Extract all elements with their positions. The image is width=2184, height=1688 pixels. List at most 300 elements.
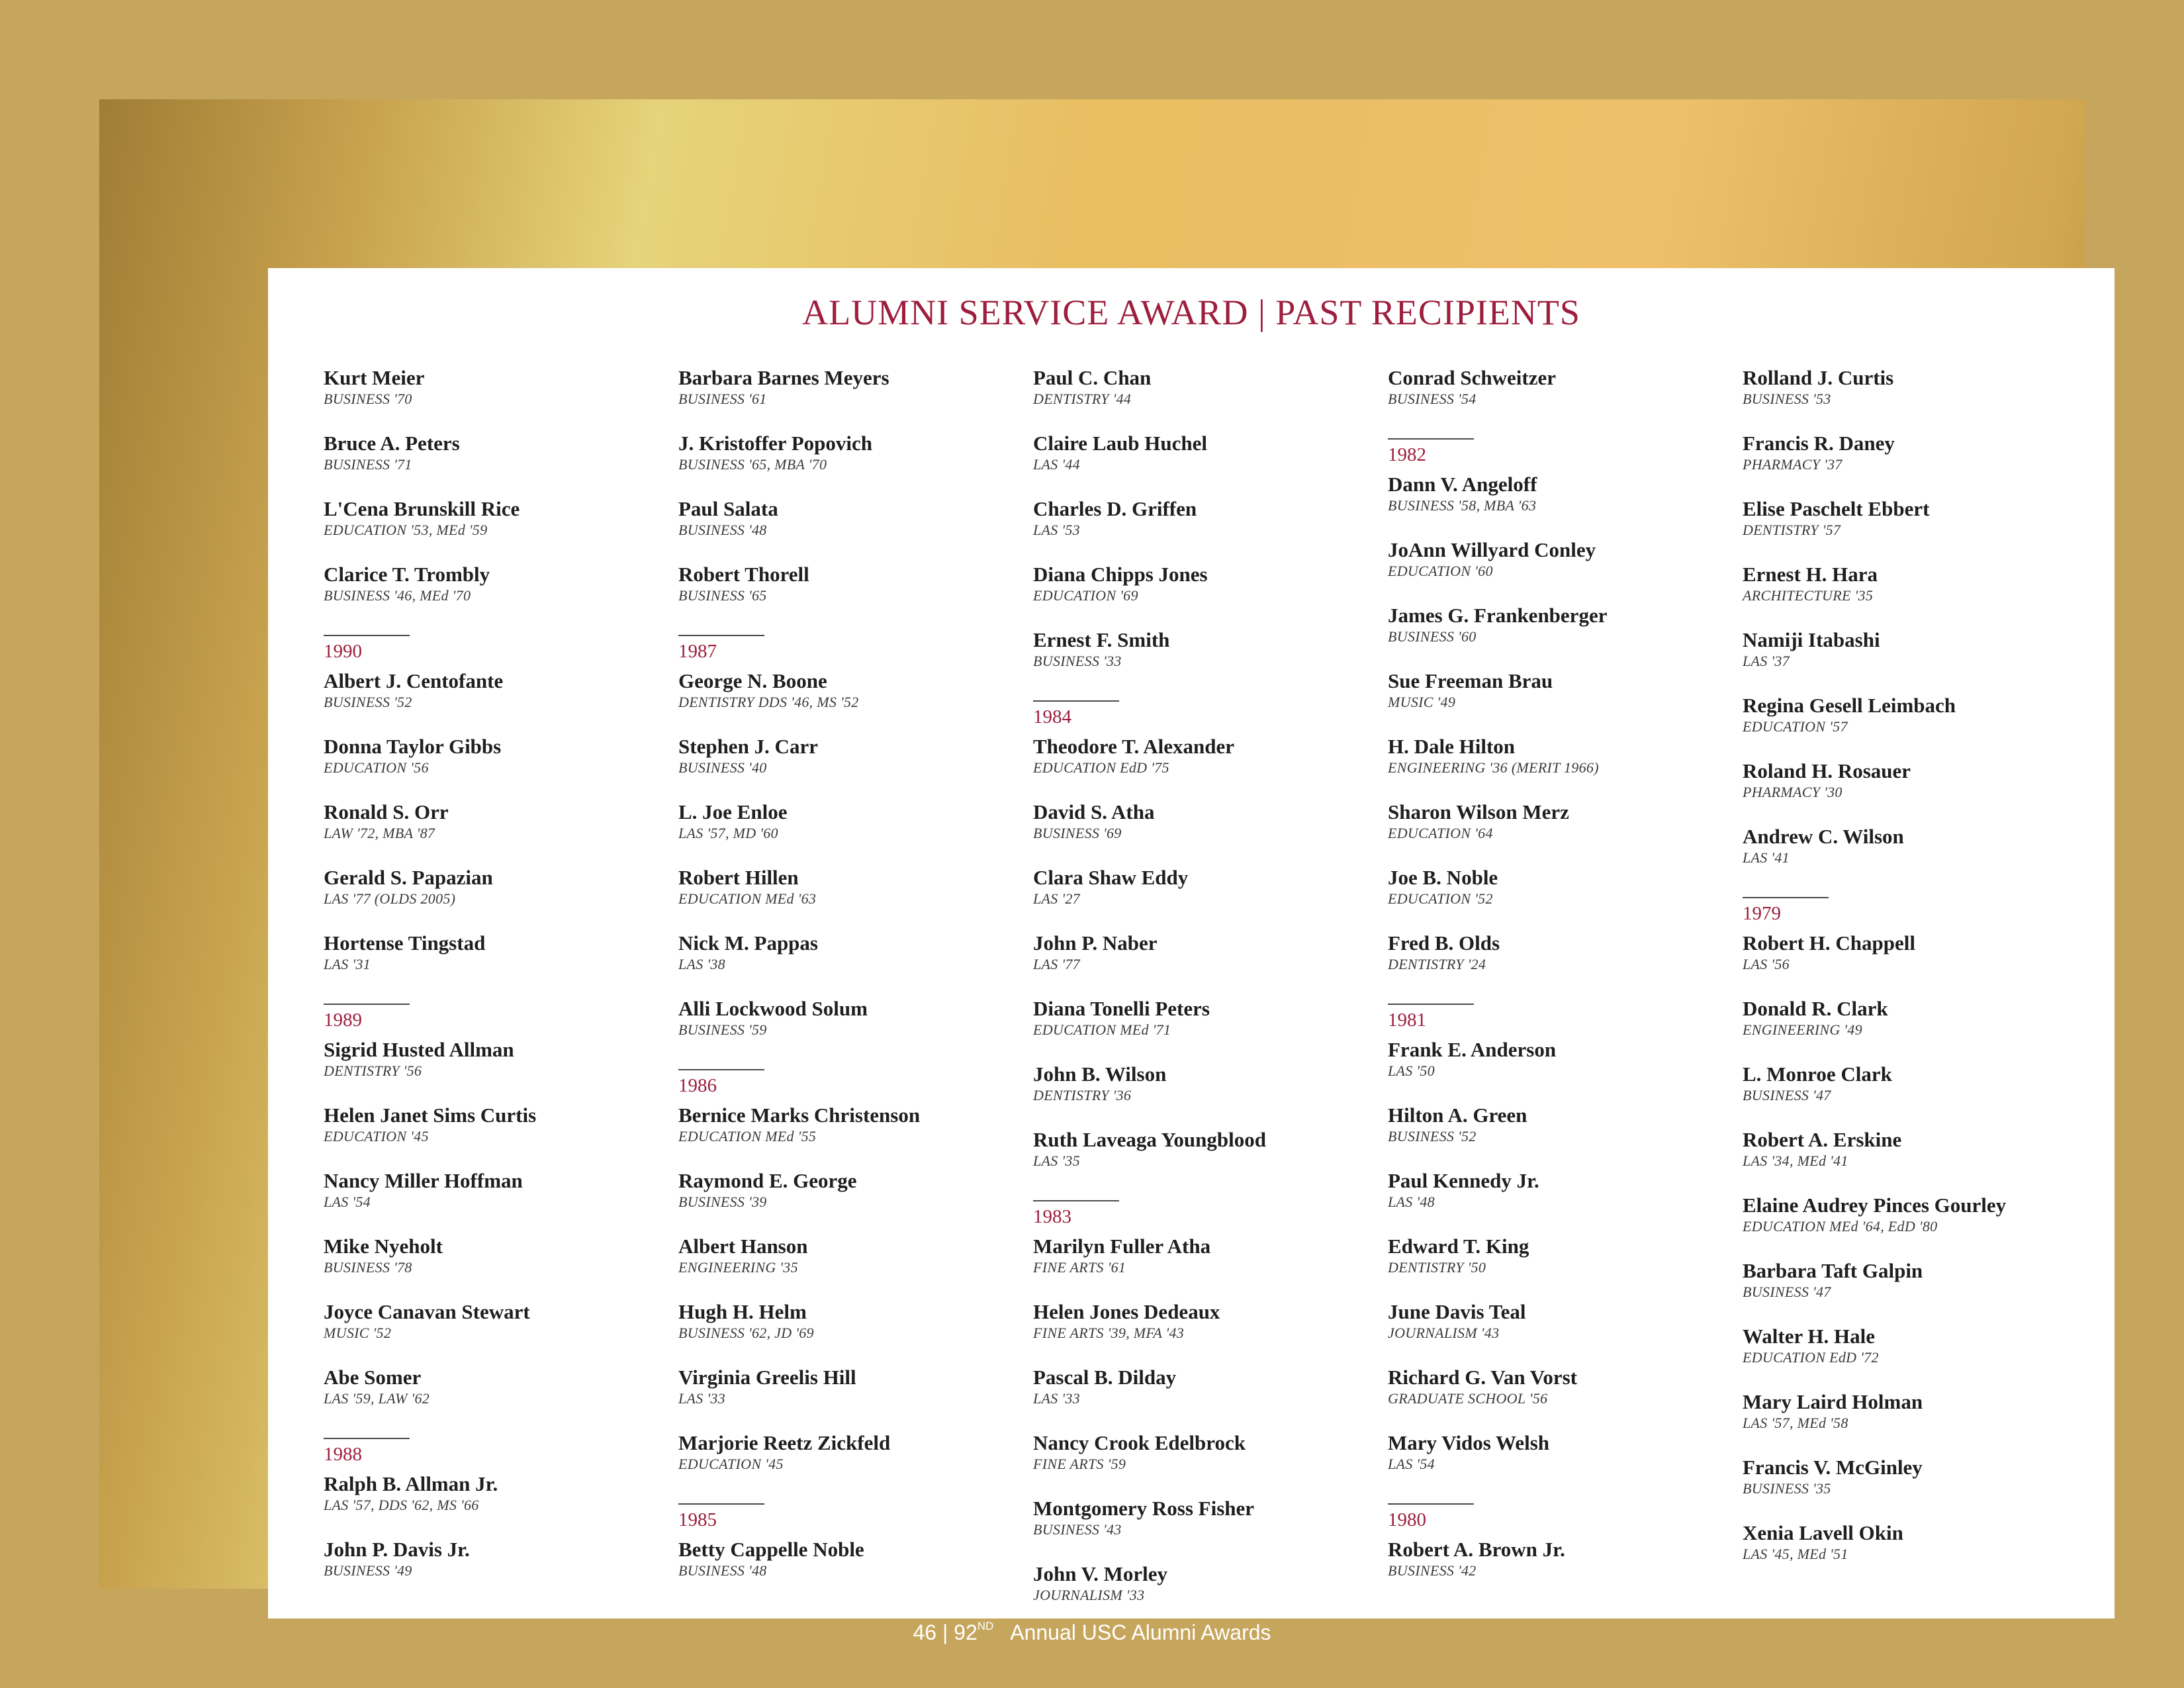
recipient-degree: EDUCATION '45	[324, 1128, 429, 1145]
recipient-name: Claire Laub Huchel	[1033, 432, 1207, 455]
recipient-name: Helen Janet Sims Curtis	[324, 1103, 537, 1127]
recipient-degree: EDUCATION MEd '64, EdD '80	[1743, 1218, 1938, 1235]
recipient-name: Walter H. Hale	[1743, 1325, 1876, 1348]
year-divider	[1033, 700, 1119, 702]
year-heading	[678, 628, 1023, 663]
recipient-name: Robert H. Chappell	[1743, 931, 1915, 955]
recipient-degree: LAS '59, LAW '62	[324, 1390, 430, 1407]
recipient-entry	[324, 1103, 668, 1169]
recipient-entry	[678, 366, 1023, 432]
recipient-degree: EDUCATION '60	[1388, 563, 1493, 579]
year-divider	[324, 1438, 410, 1439]
recipient-name: John P. Naber	[1033, 931, 1158, 955]
recipient-entry	[324, 800, 668, 866]
year-label: 1980	[1388, 1509, 1426, 1530]
recipient-entry	[678, 497, 1023, 563]
recipient-degree: LAS '33	[678, 1390, 725, 1407]
year-label: 1989	[324, 1009, 362, 1031]
recipient-entry	[1033, 1062, 1377, 1128]
recipient-name: George N. Boone	[678, 669, 827, 692]
recipient-name: Elaine Audrey Pinces Gourley	[1743, 1194, 2007, 1217]
recipient-degree: BUSINESS '35	[1743, 1480, 1831, 1497]
recipient-name: Donna Taylor Gibbs	[324, 735, 502, 758]
recipient-entry	[678, 432, 1023, 497]
recipient-degree: EDUCATION EdD '72	[1743, 1349, 1879, 1366]
recipient-entry	[324, 931, 668, 997]
recipient-degree: FINE ARTS '39, MFA '43	[1033, 1325, 1185, 1341]
recipient-entry	[1388, 1431, 1732, 1497]
recipient-degree: LAS '77 (OLDS 2005)	[324, 890, 456, 907]
recipient-degree: BUSINESS '54	[1388, 391, 1477, 407]
recipient-name: Virginia Greelis Hill	[678, 1366, 856, 1389]
recipient-entry	[1388, 604, 1732, 669]
recipient-degree: ENGINEERING '36 (MERIT 1966)	[1388, 759, 1599, 776]
recipient-entry	[1033, 866, 1377, 931]
year-heading	[1743, 890, 2087, 925]
year-divider	[1388, 438, 1474, 440]
recipient-name: Bernice Marks Christenson	[678, 1103, 921, 1127]
recipient-name: Richard G. Van Vorst	[1388, 1366, 1577, 1389]
recipient-entry	[678, 735, 1023, 800]
recipient-degree: LAS '57, MEd '58	[1743, 1415, 1848, 1431]
year-label: 1981	[1388, 1009, 1426, 1031]
recipient-name: Hugh H. Helm	[678, 1300, 807, 1323]
recipient-degree: PHARMACY '37	[1743, 456, 1843, 473]
recipient-entry	[1388, 669, 1732, 735]
recipient-entry	[1033, 563, 1377, 628]
recipient-degree: EDUCATION '69	[1033, 587, 1138, 604]
recipient-entry	[1388, 1169, 1732, 1235]
recipient-name: Andrew C. Wilson	[1743, 825, 1904, 848]
recipient-degree: BUSINESS '39	[678, 1194, 767, 1210]
recipient-degree: EDUCATION MEd '55	[678, 1128, 817, 1145]
recipient-degree: LAS '33	[1033, 1390, 1080, 1407]
recipient-entry	[678, 931, 1023, 997]
recipient-name: J. Kristoffer Popovich	[678, 432, 873, 455]
recipient-entry	[678, 563, 1023, 628]
recipient-degree: BUSINESS '61	[678, 391, 767, 407]
recipient-name: L. Monroe Clark	[1743, 1062, 1892, 1086]
recipient-entry	[1388, 1366, 1732, 1431]
recipient-name: Robert A. Erskine	[1743, 1128, 1902, 1151]
year-label: 1984	[1033, 706, 1071, 727]
recipient-name: Mike Nyeholt	[324, 1235, 443, 1258]
recipient-name: Nancy Crook Edelbrock	[1033, 1431, 1246, 1454]
recipient-name: John B. Wilson	[1033, 1062, 1167, 1086]
recipient-degree: DENTISTRY '57	[1743, 522, 1841, 538]
recipient-entry	[1743, 759, 2087, 825]
recipients-column-4	[1388, 366, 1732, 1603]
recipient-entry	[324, 1169, 668, 1235]
recipient-degree: EDUCATION EdD '75	[1033, 759, 1169, 776]
recipient-entry	[1743, 1194, 2087, 1259]
recipient-entry	[1388, 800, 1732, 866]
recipient-name: Sigrid Husted Allman	[324, 1038, 514, 1061]
year-divider	[1388, 1004, 1474, 1005]
year-label: 1983	[1033, 1206, 1071, 1227]
recipient-name: Ruth Laveaga Youngblood	[1033, 1128, 1267, 1151]
recipient-name: Albert Hanson	[678, 1235, 808, 1258]
year-heading	[324, 1431, 668, 1466]
year-divider	[1033, 1200, 1119, 1201]
recipient-degree: ENGINEERING '35	[678, 1259, 798, 1276]
recipient-entry	[1743, 931, 2087, 997]
year-heading	[1033, 694, 1377, 728]
recipient-name: Robert Hillen	[678, 866, 799, 889]
year-divider	[678, 635, 764, 636]
recipient-entry	[324, 366, 668, 432]
recipients-column-5	[1743, 366, 2087, 1587]
recipients-column-2	[678, 366, 1023, 1603]
recipient-degree: BUSINESS '60	[1388, 628, 1477, 645]
recipient-name: L. Joe Enloe	[678, 800, 788, 823]
recipient-degree: BUSINESS '46, MEd '70	[324, 587, 471, 604]
recipient-entry	[1743, 1128, 2087, 1194]
recipient-name: Edward T. King	[1388, 1235, 1529, 1258]
recipient-name: Alli Lockwood Solum	[678, 997, 868, 1020]
recipient-degree: BUSINESS '70	[324, 391, 412, 407]
recipient-name: Joyce Canavan Stewart	[324, 1300, 530, 1323]
recipient-name: Charles D. Griffen	[1033, 497, 1197, 520]
year-divider	[324, 635, 410, 636]
recipient-name: Clarice T. Trombly	[324, 563, 490, 586]
recipient-degree: LAS '53	[1033, 522, 1080, 538]
year-heading	[1033, 1194, 1377, 1228]
year-divider	[324, 1004, 410, 1005]
recipient-name: Helen Jones Dedeaux	[1033, 1300, 1220, 1323]
recipient-entry	[1743, 997, 2087, 1062]
recipient-name: Bruce A. Peters	[324, 432, 460, 455]
footer-separator: |	[942, 1620, 948, 1644]
recipient-degree: LAS '44	[1033, 456, 1080, 473]
recipient-degree: BUSINESS '43	[1033, 1521, 1122, 1538]
recipient-degree: LAS '57, MD '60	[678, 825, 778, 841]
year-heading	[1388, 997, 1732, 1031]
recipient-name: Pascal B. Dilday	[1033, 1366, 1177, 1389]
recipient-name: Frank E. Anderson	[1388, 1038, 1557, 1061]
edition-number: 92	[954, 1620, 978, 1644]
recipient-entry	[324, 1538, 668, 1603]
recipients-column-1	[324, 366, 668, 1603]
year-label: 1987	[678, 641, 717, 662]
year-divider	[678, 1069, 764, 1070]
recipient-name: Paul Salata	[678, 497, 778, 520]
recipient-name: Diana Chipps Jones	[1033, 563, 1208, 586]
recipient-entry	[678, 1300, 1023, 1366]
recipient-degree: BUSINESS '52	[324, 694, 412, 710]
event-name: Annual USC Alumni Awards	[1010, 1620, 1271, 1644]
recipient-entry	[324, 1472, 668, 1538]
recipient-degree: DENTISTRY '50	[1388, 1259, 1486, 1276]
recipient-degree: BUSINESS '62, JD '69	[678, 1325, 814, 1341]
recipient-entry	[324, 497, 668, 563]
year-label: 1985	[678, 1509, 717, 1530]
recipients-column-3	[1033, 366, 1377, 1618]
recipient-degree: LAS '54	[1388, 1456, 1435, 1472]
recipient-degree: EDUCATION '53, MEd '59	[324, 522, 488, 538]
recipient-degree: BUSINESS '52	[1388, 1128, 1477, 1145]
recipient-entry	[678, 1538, 1023, 1603]
recipient-degree: MUSIC '52	[324, 1325, 392, 1341]
recipient-name: Dann V. Angeloff	[1388, 473, 1537, 496]
recipient-degree: FINE ARTS '61	[1033, 1259, 1126, 1276]
recipient-name: Raymond E. George	[678, 1169, 857, 1192]
page-number: 46	[913, 1620, 937, 1644]
recipient-entry	[1743, 1390, 2087, 1456]
recipient-entry	[1033, 1497, 1377, 1562]
recipient-entry	[678, 800, 1023, 866]
recipient-name: Fred B. Olds	[1388, 931, 1500, 955]
recipient-name: Donald R. Clark	[1743, 997, 1888, 1020]
recipient-name: Hortense Tingstad	[324, 931, 486, 955]
recipient-name: John V. Morley	[1033, 1562, 1167, 1585]
recipient-degree: PHARMACY '30	[1743, 784, 1843, 800]
recipient-name: Theodore T. Alexander	[1033, 735, 1234, 758]
recipient-entry	[1743, 628, 2087, 694]
recipient-entry	[1743, 432, 2087, 497]
recipient-degree: EDUCATION '57	[1743, 718, 1848, 735]
recipient-name: Ernest F. Smith	[1033, 628, 1170, 651]
recipient-entry	[1033, 1431, 1377, 1497]
recipient-name: Elise Paschelt Ebbert	[1743, 497, 1930, 520]
recipient-degree: LAS '27	[1033, 890, 1080, 907]
recipients-panel	[268, 268, 2115, 1618]
recipient-degree: BUSINESS '40	[678, 759, 767, 776]
recipient-name: Francis R. Daney	[1743, 432, 1895, 455]
recipient-entry	[1033, 997, 1377, 1062]
recipient-degree: DENTISTRY '44	[1033, 391, 1132, 407]
recipient-entry	[1033, 366, 1377, 432]
recipient-degree: BUSINESS '78	[324, 1259, 412, 1276]
recipient-entry	[324, 1235, 668, 1300]
recipient-name: Nick M. Pappas	[678, 931, 818, 955]
recipient-degree: LAS '34, MEd '41	[1743, 1152, 1848, 1169]
recipient-name: Regina Gesell Leimbach	[1743, 694, 1956, 717]
recipient-degree: BUSINESS '47	[1743, 1284, 1831, 1300]
recipient-entry	[678, 1366, 1023, 1431]
year-label: 1979	[1743, 903, 1781, 924]
recipient-name: Roland H. Rosauer	[1743, 759, 1911, 782]
recipient-degree: LAW '72, MBA '87	[324, 825, 435, 841]
recipient-degree: BUSINESS '42	[1388, 1562, 1477, 1579]
recipient-entry	[324, 1366, 668, 1431]
recipient-degree: EDUCATION '56	[324, 759, 429, 776]
recipient-entry	[1743, 563, 2087, 628]
recipient-degree: DENTISTRY '24	[1388, 956, 1486, 972]
recipient-name: JoAnn Willyard Conley	[1388, 538, 1596, 561]
recipient-name: Robert Thorell	[678, 563, 809, 586]
recipient-entry	[324, 866, 668, 931]
recipient-name: Clara Shaw Eddy	[1033, 866, 1189, 889]
recipient-degree: BUSINESS '58, MBA '63	[1388, 497, 1537, 514]
recipient-degree: BUSINESS '49	[324, 1562, 412, 1579]
recipient-name: Sue Freeman Brau	[1388, 669, 1553, 692]
recipient-name: Mary Laird Holman	[1743, 1390, 1923, 1413]
recipient-degree: LAS '37	[1743, 653, 1790, 669]
recipient-name: John P. Davis Jr.	[324, 1538, 470, 1561]
recipient-degree: LAS '77	[1033, 956, 1080, 972]
year-divider	[1743, 897, 1829, 898]
recipient-entry	[324, 563, 668, 628]
recipient-entry	[1033, 931, 1377, 997]
recipient-name: Barbara Barnes Meyers	[678, 366, 889, 389]
recipient-degree: JOURNALISM '33	[1033, 1587, 1145, 1603]
recipient-entry	[1743, 366, 2087, 432]
recipient-entry	[678, 1431, 1023, 1497]
recipient-degree: LAS '48	[1388, 1194, 1435, 1210]
recipient-name: David S. Atha	[1033, 800, 1155, 823]
recipient-name: Francis V. McGinley	[1743, 1456, 1923, 1479]
recipient-entry	[1033, 497, 1377, 563]
recipient-entry	[1743, 1062, 2087, 1128]
recipient-entry	[1743, 1456, 2087, 1521]
recipient-degree: ENGINEERING '49	[1743, 1021, 1862, 1038]
recipient-entry	[324, 669, 668, 735]
recipient-name: Xenia Lavell Okin	[1743, 1521, 1903, 1544]
year-heading	[324, 628, 668, 663]
recipient-entry	[1033, 432, 1377, 497]
recipient-name: Abe Somer	[324, 1366, 422, 1389]
recipient-entry	[1388, 1038, 1732, 1103]
recipient-name: Hilton A. Green	[1388, 1103, 1527, 1127]
recipient-entry	[1033, 1128, 1377, 1194]
recipient-entry	[1743, 1521, 2087, 1587]
recipient-degree: MUSIC '49	[1388, 694, 1456, 710]
recipient-name: Gerald S. Papazian	[324, 866, 493, 889]
recipient-degree: EDUCATION '64	[1388, 825, 1493, 841]
year-label: 1986	[678, 1075, 717, 1096]
recipient-name: June Davis Teal	[1388, 1300, 1526, 1323]
recipient-name: Marilyn Fuller Atha	[1033, 1235, 1211, 1258]
recipient-name: Kurt Meier	[324, 366, 425, 389]
gold-frame	[99, 99, 2085, 1603]
recipient-degree: LAS '57, DDS '62, MS '66	[324, 1497, 479, 1513]
recipient-degree: LAS '56	[1743, 956, 1790, 972]
recipient-degree: BUSINESS '53	[1743, 391, 1831, 407]
recipient-entry	[1388, 931, 1732, 997]
recipient-entry	[1033, 628, 1377, 694]
year-heading	[678, 1062, 1023, 1097]
recipient-degree: LAS '41	[1743, 849, 1790, 866]
recipient-degree: BUSINESS '47	[1743, 1087, 1831, 1103]
recipient-entry	[678, 997, 1023, 1062]
recipient-name: Rolland J. Curtis	[1743, 366, 1894, 389]
recipient-entry	[1033, 1235, 1377, 1300]
recipient-entry	[1033, 1562, 1377, 1618]
recipient-degree: BUSINESS '65	[678, 587, 767, 604]
recipient-name: Ernest H. Hara	[1743, 563, 1878, 586]
recipient-degree: BUSINESS '71	[324, 456, 412, 473]
recipient-entry	[1033, 735, 1377, 800]
recipient-degree: BUSINESS '69	[1033, 825, 1122, 841]
recipient-entry	[1743, 497, 2087, 563]
year-heading	[1388, 1497, 1732, 1531]
recipient-entry	[1388, 866, 1732, 931]
recipient-entry	[1388, 1300, 1732, 1366]
recipient-degree: LAS '54	[324, 1194, 371, 1210]
recipient-name: L'Cena Brunskill Rice	[324, 497, 520, 520]
recipient-degree: JOURNALISM '43	[1388, 1325, 1500, 1341]
recipient-name: Sharon Wilson Merz	[1388, 800, 1569, 823]
recipient-name: H. Dale Hilton	[1388, 735, 1516, 758]
recipient-name: Diana Tonelli Peters	[1033, 997, 1210, 1020]
recipient-degree: EDUCATION MEd '63	[678, 890, 817, 907]
recipient-entry	[1388, 1538, 1732, 1603]
year-label: 1988	[324, 1444, 362, 1465]
recipient-entry	[1388, 735, 1732, 800]
recipient-name: Conrad Schweitzer	[1388, 366, 1556, 389]
recipient-entry	[678, 866, 1023, 931]
recipient-entry	[324, 432, 668, 497]
recipient-name: Barbara Taft Galpin	[1743, 1259, 1923, 1282]
recipient-entry	[1743, 1259, 2087, 1325]
recipient-entry	[1743, 825, 2087, 890]
recipient-name: Paul C. Chan	[1033, 366, 1152, 389]
recipient-name: Paul Kennedy Jr.	[1388, 1169, 1539, 1192]
recipient-degree: DENTISTRY DDS '46, MS '52	[678, 694, 859, 710]
recipient-entry	[324, 735, 668, 800]
year-heading	[1388, 432, 1732, 466]
recipient-entry	[678, 1103, 1023, 1169]
recipient-degree: BUSINESS '65, MBA '70	[678, 456, 827, 473]
recipient-degree: BUSINESS '48	[678, 522, 767, 538]
recipient-entry	[1388, 366, 1732, 432]
recipient-degree: DENTISTRY '56	[324, 1062, 422, 1079]
recipient-entry	[1388, 1103, 1732, 1169]
recipient-degree: LAS '35	[1033, 1152, 1080, 1169]
year-label: 1990	[324, 641, 362, 662]
recipient-name: Joe B. Noble	[1388, 866, 1498, 889]
page-footer	[0, 1620, 2184, 1645]
recipient-entry	[1033, 1366, 1377, 1431]
edition-suffix: ND	[977, 1620, 994, 1632]
recipient-entry	[1033, 800, 1377, 866]
recipient-degree: LAS '50	[1388, 1062, 1435, 1079]
recipient-entry	[1388, 473, 1732, 538]
recipient-entry	[1388, 1235, 1732, 1300]
recipient-degree: LAS '38	[678, 956, 725, 972]
recipient-degree: DENTISTRY '36	[1033, 1087, 1132, 1103]
recipient-name: Montgomery Ross Fisher	[1033, 1497, 1255, 1520]
recipient-degree: EDUCATION '52	[1388, 890, 1493, 907]
year-heading	[678, 1497, 1023, 1531]
recipient-name: Ronald S. Orr	[324, 800, 449, 823]
recipient-entry	[324, 1038, 668, 1103]
recipient-entry	[678, 669, 1023, 735]
recipient-degree: BUSINESS '59	[678, 1021, 767, 1038]
recipient-entry	[324, 1300, 668, 1366]
recipient-name: Namiji Itabashi	[1743, 628, 1880, 651]
recipient-degree: BUSINESS '33	[1033, 653, 1122, 669]
recipient-name: Albert J. Centofante	[324, 669, 504, 692]
year-divider	[1388, 1503, 1474, 1505]
recipient-entry	[1743, 1325, 2087, 1390]
recipient-name: Stephen J. Carr	[678, 735, 818, 758]
recipient-entry	[678, 1169, 1023, 1235]
recipient-degree: FINE ARTS '59	[1033, 1456, 1126, 1472]
recipient-name: James G. Frankenberger	[1388, 604, 1608, 627]
recipient-degree: BUSINESS '48	[678, 1562, 767, 1579]
recipient-degree: GRADUATE SCHOOL '56	[1388, 1390, 1548, 1407]
recipient-degree: ARCHITECTURE '35	[1743, 587, 1874, 604]
recipient-entry	[1033, 1300, 1377, 1366]
recipient-entry	[678, 1235, 1023, 1300]
recipient-name: Ralph B. Allman Jr.	[324, 1472, 498, 1495]
year-divider	[678, 1503, 764, 1505]
recipient-entry	[1388, 538, 1732, 604]
recipient-name: Nancy Miller Hoffman	[324, 1169, 523, 1192]
page-title: ALUMNI SERVICE AWARD | PAST RECIPIENTS	[802, 293, 1580, 332]
